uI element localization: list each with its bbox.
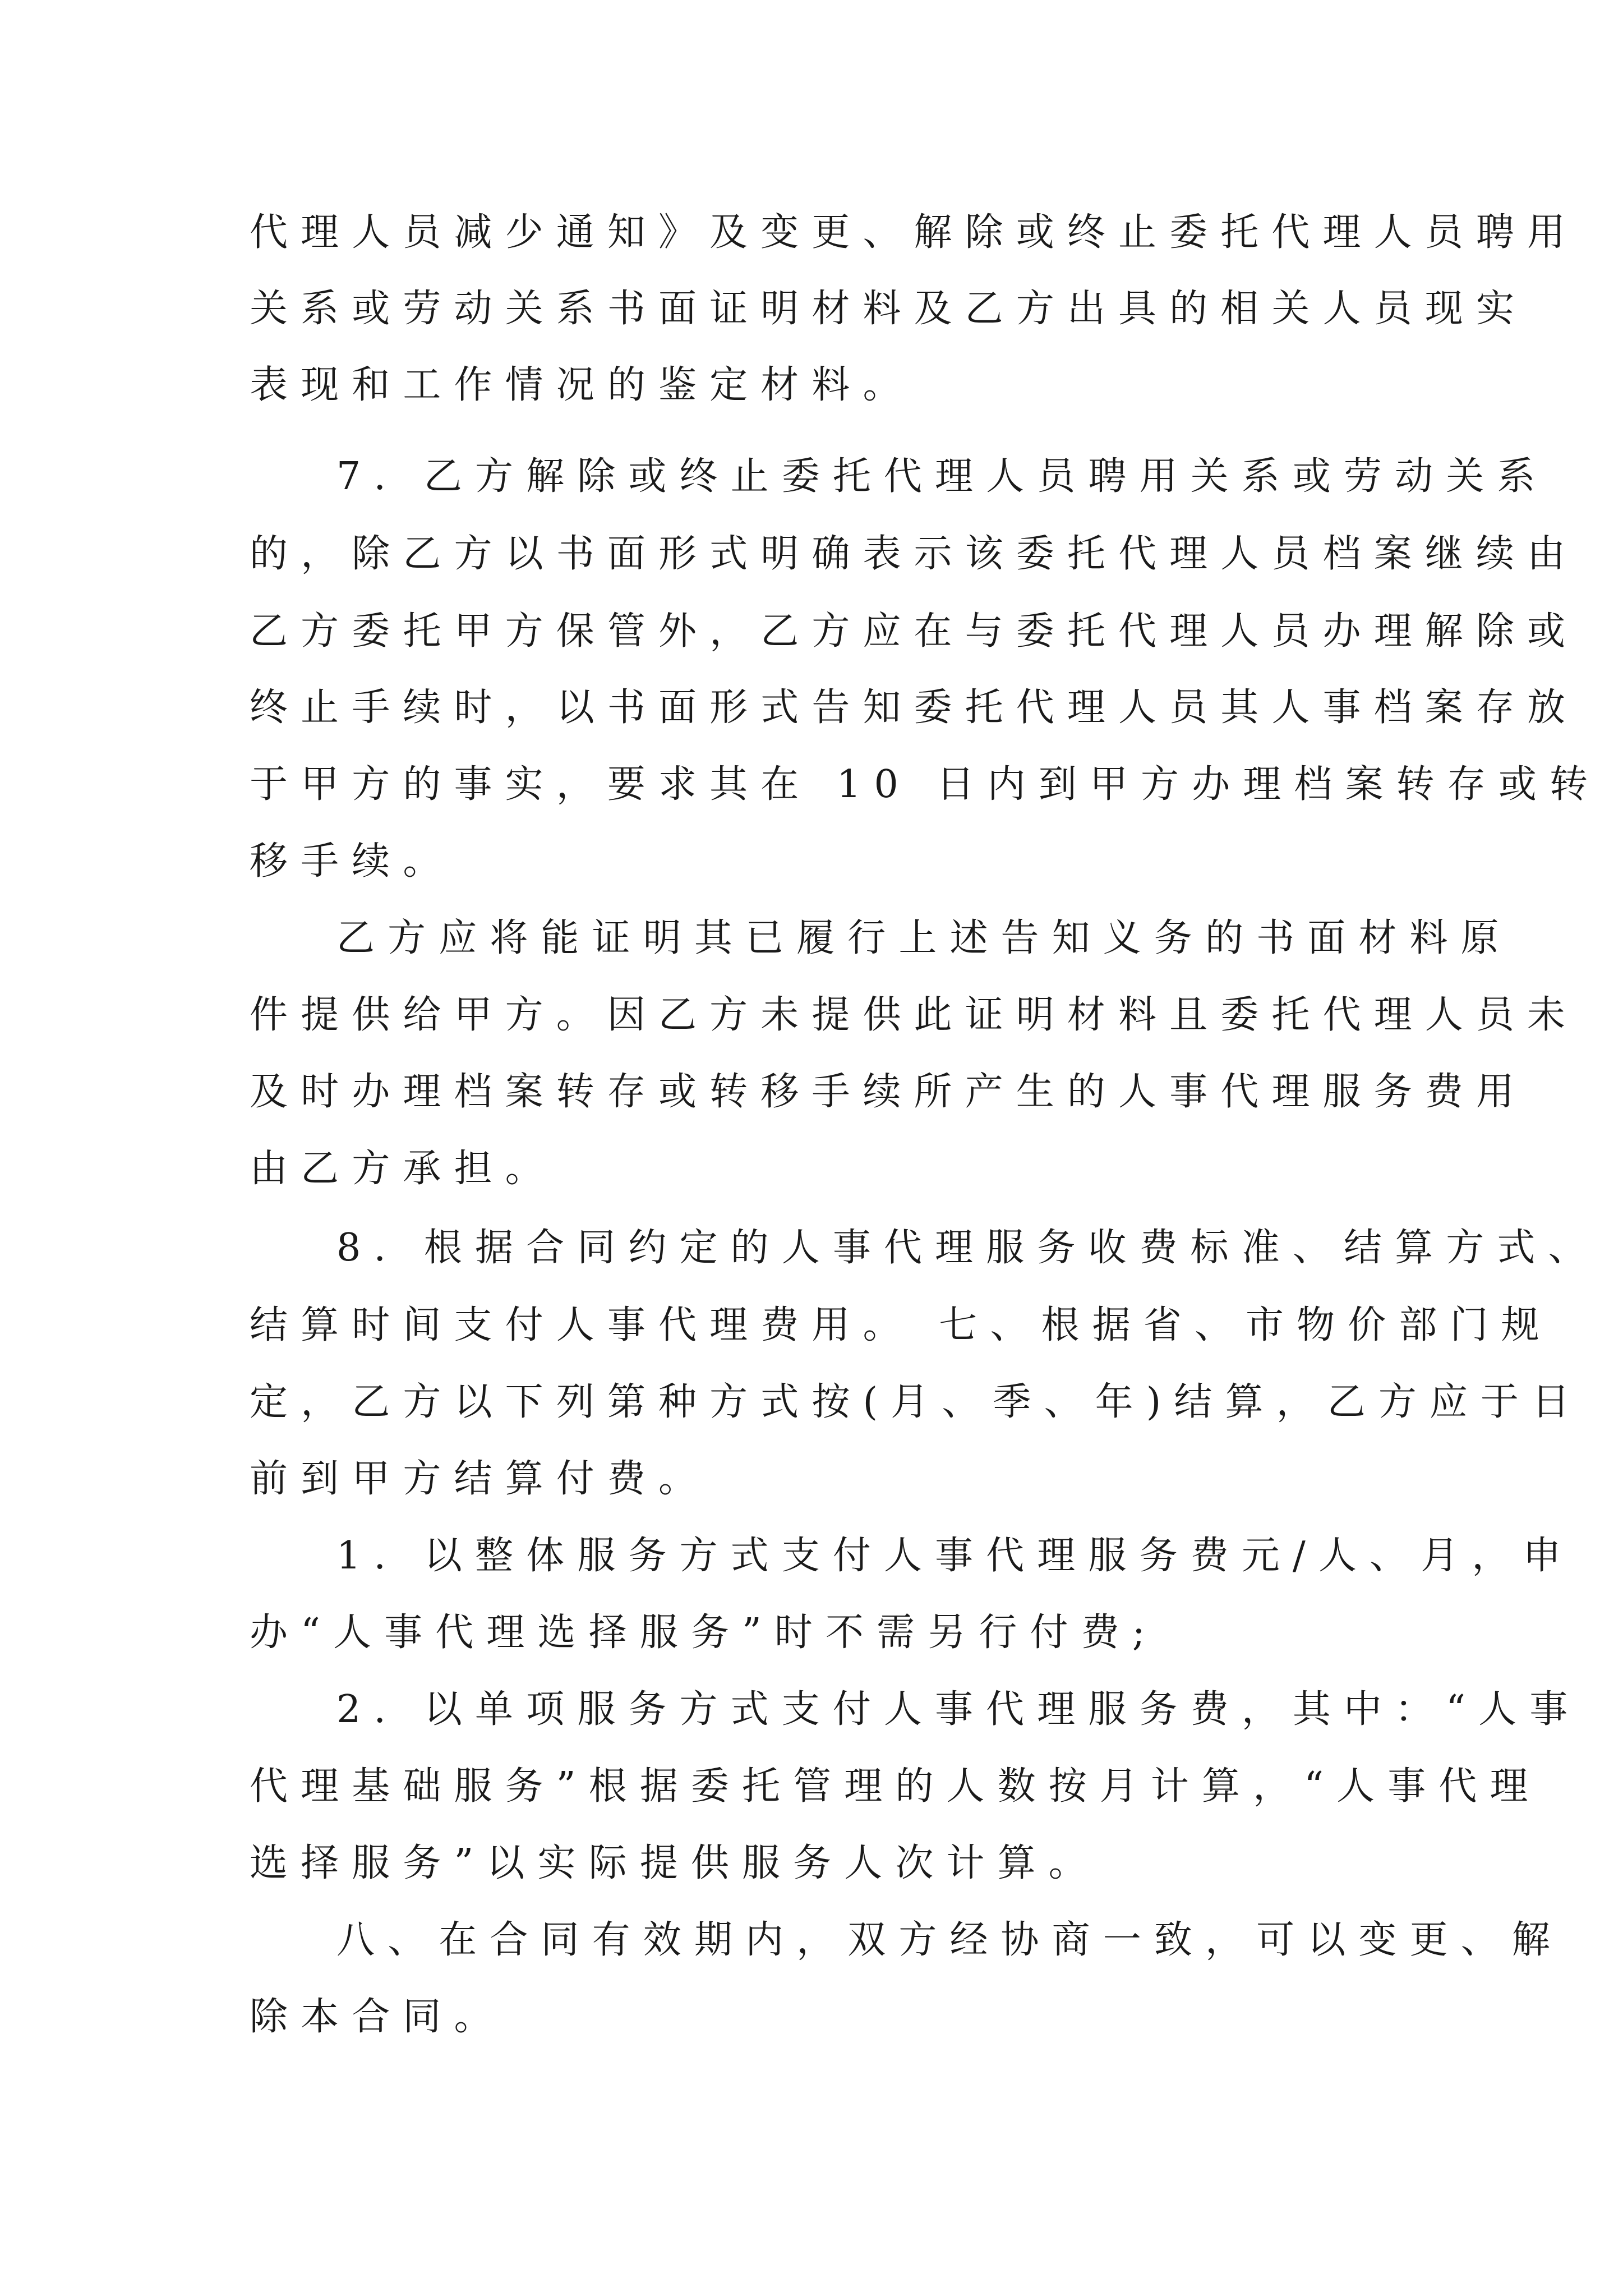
text-line: 乙方委托甲方保管外，乙方应在与委托代理人员办理解除或 [250,609,1579,654]
text-line: 1. 以整体服务方式支付人事代理服务费元/人、月，申 [336,1534,1574,1578]
text-line: 表现和工作情况的鉴定材料。 [250,363,914,407]
text-line: 定，乙方以下列第种方式按(月、季、年)结算，乙方应于日 [250,1380,1583,1424]
text-line: 代理人员减少通知》及变更、解除或终止委托代理人员聘用 [250,210,1579,255]
text-line: 办“人事代理选择服务”时不需另行付费; [250,1611,1158,1655]
text-line: 除本合同。 [250,1995,505,2039]
text-line: 选择服务”以实际提供服务人次计算。 [250,1841,1100,1885]
text-line: 前到甲方结算付费。 [250,1457,710,1501]
text-line: 的，除乙方以书面形式明确表示该委托代理人员档案继续由 [250,532,1579,576]
text-line: 八、在合同有效期内，双方经协商一致，可以变更、解 [336,1918,1563,1962]
text-line: 2. 以单项服务方式支付人事代理服务费，其中：“人事 [336,1687,1581,1732]
text-line: 代理基础服务”根据委托管理的人数按月计算，“人事代理 [250,1764,1541,1809]
text-line: 8. 根据合同约定的人事代理服务收费标准、结算方式、 [336,1226,1599,1270]
text-line: 及时办理档案转存或转移手续所产生的人事代理服务费用 [250,1070,1528,1114]
text-line: 由乙方承担。 [250,1147,556,1191]
text-line: 7. 乙方解除或终止委托代理人员聘用关系或劳动关系 [336,454,1548,499]
text-line: 终止手续时，以书面形式告知委托代理人员其人事档案存放 [250,685,1579,730]
text-line: 关系或劳动关系书面证明材料及乙方出具的相关人员现实 [250,287,1528,331]
text-line: 件提供给甲方。因乙方未提供此证明材料且委托代理人员未 [250,993,1579,1037]
text-line: 乙方应将能证明其已履行上述告知义务的书面材料原 [336,916,1512,960]
text-line: 于甲方的事实，要求其在 10 日内到甲方办理档案转存或转 [250,762,1601,807]
text-line: 移手续。 [250,839,454,884]
text-line: 结算时间支付人事代理费用。 七、根据省、市物价部门规 [250,1303,1552,1347]
